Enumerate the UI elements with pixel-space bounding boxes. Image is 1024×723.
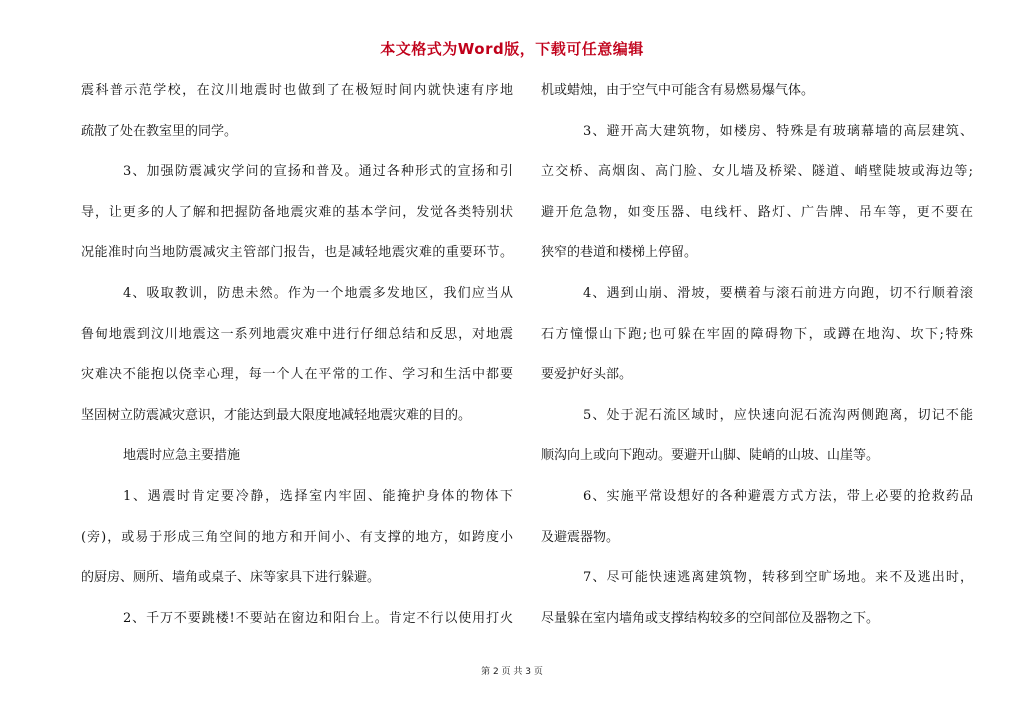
text-line: 要爱护好头部。: [541, 367, 633, 383]
text-line: 坚固树立防震减灾意识，才能达到最大限度地减轻地震灾难的目的。: [81, 407, 472, 423]
left-column: [81, 78, 513, 646]
text-line: 及避震器物。: [541, 529, 620, 545]
text-line: 疏散了处在教室里的同学。: [81, 123, 238, 139]
text-line: 鲁甸地震到汶川地震这一系列地震灾难中进行仔细总结和反思，对地震: [81, 326, 513, 342]
text-line: 6、实施平常设想好的各种避震方式方法，带上必要的抢救药品: [583, 488, 973, 504]
text-line: 立交桥、高烟囱、高门脸、女儿墙及桥梁、隧道、峭壁陡坡或海边等;: [541, 164, 973, 180]
text-line: 3、避开高大建筑物，如楼房、特殊是有玻璃幕墙的高层建筑、: [583, 123, 973, 139]
text-line: 震科普示范学校，在汶川地震时也做到了在极短时间内就快速有序地: [81, 83, 513, 98]
document-banner: 本文格式为Word版，下载可任意编辑: [380, 40, 644, 58]
text-line: 尽量躲在室内墙角或支撑结构较多的空间部位及器物之下。: [541, 610, 880, 626]
right-column: [541, 78, 973, 646]
text-line: 1、遇震时肯定要冷静，选择室内牢固、能掩护身体的物体下: [123, 488, 513, 504]
text-line: 狭窄的巷道和楼梯上停留。: [541, 245, 698, 261]
text-line: 的厨房、厕所、墙角或桌子、床等家具下进行躲避。: [81, 570, 381, 586]
text-line: 地震时应急主要措施: [123, 448, 241, 464]
text-line: 7、尽可能快速逃离建筑物，转移到空旷场地。来不及逃出时，: [583, 570, 973, 586]
text-line: 顺沟向上或向下跑动。要避开山脚、陡峭的山坡、山崖等。: [541, 448, 880, 464]
text-line: 机或蜡烛，由于空气中可能含有易燃易爆气体。: [541, 83, 815, 98]
text-line: 灾难决不能抱以侥幸心理，每一个人在平常的工作、学习和生活中都要: [81, 367, 513, 383]
text-line: 石方憧憬山下跑;也可躲在牢固的障碍物下，或蹲在地沟、坎下;特殊: [541, 326, 973, 342]
text-line: 避开危急物，如变压器、电线杆、路灯、广告牌、吊车等，更不要在: [541, 204, 973, 220]
text-line: (旁)，或易于形成三角空间的地方和开间小、有支撑的地方，如跨度小: [81, 529, 513, 545]
text-line: 3、加强防震减灾学问的宣扬和普及。通过各种形式的宣扬和引: [123, 164, 513, 180]
text-line: 5、处于泥石流区域时，应快速向泥石流沟两侧跑离，切记不能: [583, 407, 973, 423]
page-number: 第 2 页 共 3 页: [481, 667, 543, 677]
text-line: 况能准时向当地防震减灾主管部门报告，也是减轻地震灾难的重要环节。: [81, 245, 513, 261]
text-line: 4、吸取教训，防患未然。作为一个地震多发地区，我们应当从: [123, 285, 513, 301]
text-line: 导，让更多的人了解和把握防备地震灾难的基本学问，发觉各类特别状: [81, 204, 513, 220]
text-line: 2、千万不要跳楼!不要站在窗边和阳台上。肯定不行以使用打火: [123, 610, 513, 626]
text-line: 4、遇到山崩、滑坡，要横着与滚石前进方向跑，切不行顺着滚: [583, 285, 973, 301]
